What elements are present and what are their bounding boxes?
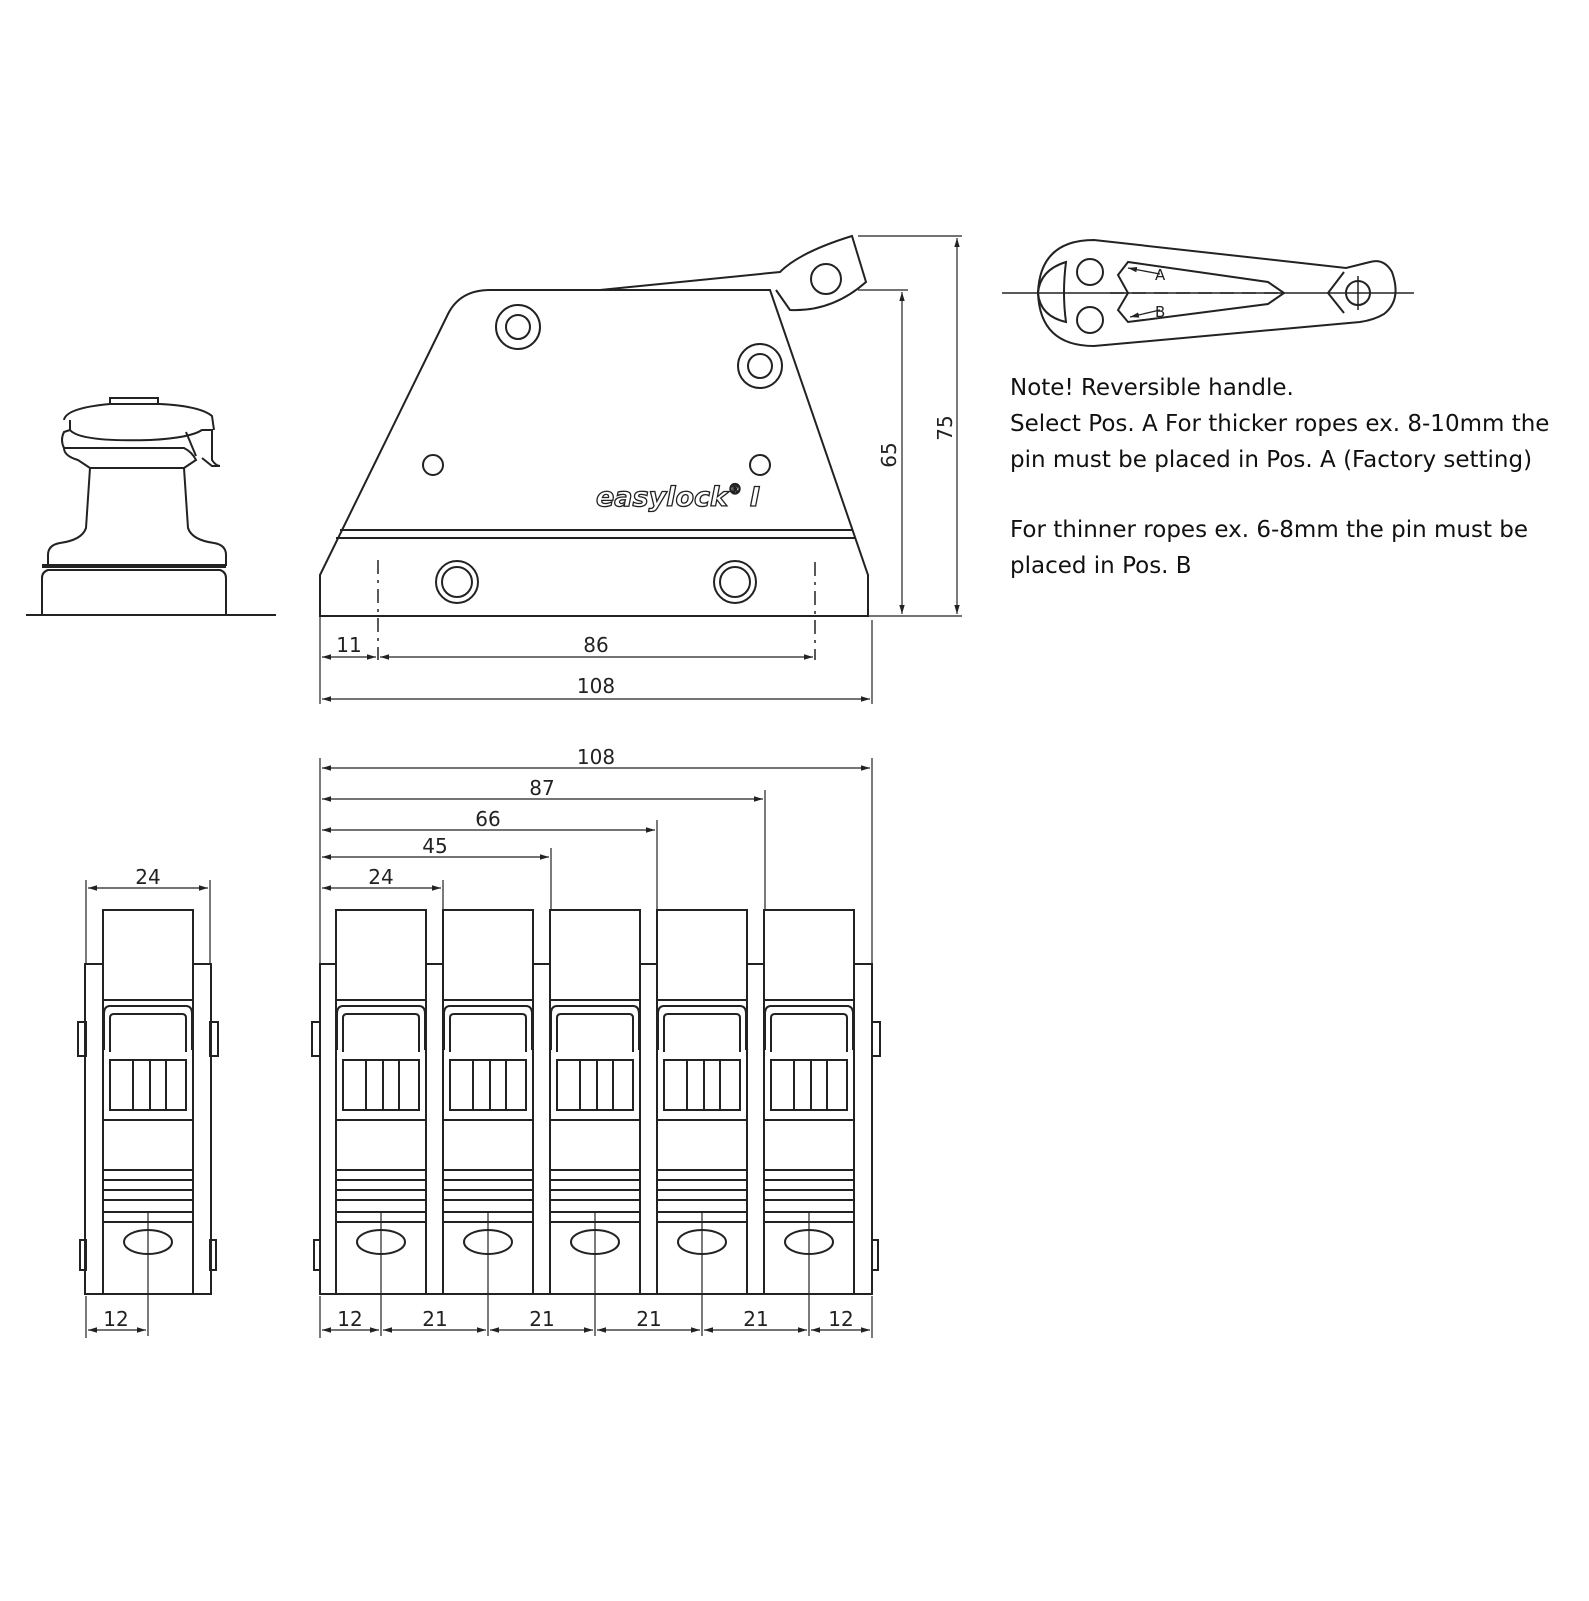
dim-multi-width-2: 66 xyxy=(475,807,501,831)
small-hole-right xyxy=(750,455,770,475)
handle-pos-a-label: A xyxy=(1155,266,1166,284)
dim-pitch-5: 12 xyxy=(828,1307,854,1331)
dim-multi-width-0: 108 xyxy=(576,745,616,769)
brand-logo: easylock® I xyxy=(596,482,761,513)
dim-pitch-0: 12 xyxy=(337,1307,363,1331)
dim-pitch-1: 21 xyxy=(422,1307,448,1331)
note-text-1 xyxy=(1010,370,1580,478)
mount-hole-left xyxy=(436,561,478,603)
mount-hole-right xyxy=(714,561,756,603)
dim-single-width: 24 xyxy=(135,865,161,889)
note-line-2: Select Pos. A For thicker ropes ex. 8-10mm the pin must be placed in Pos. A (Factory setting) xyxy=(1010,411,1550,473)
handle-pos-b-label: B xyxy=(1155,303,1166,321)
front-view-multi xyxy=(312,758,880,1338)
dim-pitch-3: 21 xyxy=(636,1307,662,1331)
dim-height-body: 65 xyxy=(877,442,901,468)
handle-note xyxy=(1010,370,1580,618)
winch-icon xyxy=(26,398,276,615)
dim-hole-offset: 11 xyxy=(336,633,362,657)
dim-multi-width-1: 87 xyxy=(529,776,555,800)
dim-length: 108 xyxy=(576,674,616,698)
handle-detail xyxy=(1002,240,1414,346)
dim-hole-spacing: 86 xyxy=(583,633,609,657)
pin-hole-top-left xyxy=(496,305,540,349)
dim-pitch-4: 21 xyxy=(743,1307,769,1331)
note-text-2 xyxy=(1010,512,1580,584)
side-view xyxy=(320,236,962,704)
front-view-single xyxy=(78,880,218,1338)
dim-height-total: 75 xyxy=(933,415,957,441)
dim-pitch-2: 21 xyxy=(529,1307,555,1331)
dim-multi-width-3: 45 xyxy=(422,834,448,858)
note-line-1: Note! Reversible handle. xyxy=(1010,375,1294,401)
note-line-3: For thinner ropes ex. 6-8mm the pin must be placed in Pos. B xyxy=(1010,517,1529,579)
small-hole-left xyxy=(423,455,443,475)
dim-single-center: 12 xyxy=(103,1307,129,1331)
dim-multi-width-4: 24 xyxy=(368,865,394,889)
cleat-unit xyxy=(336,910,426,1336)
pin-hole-top-right xyxy=(738,344,782,388)
